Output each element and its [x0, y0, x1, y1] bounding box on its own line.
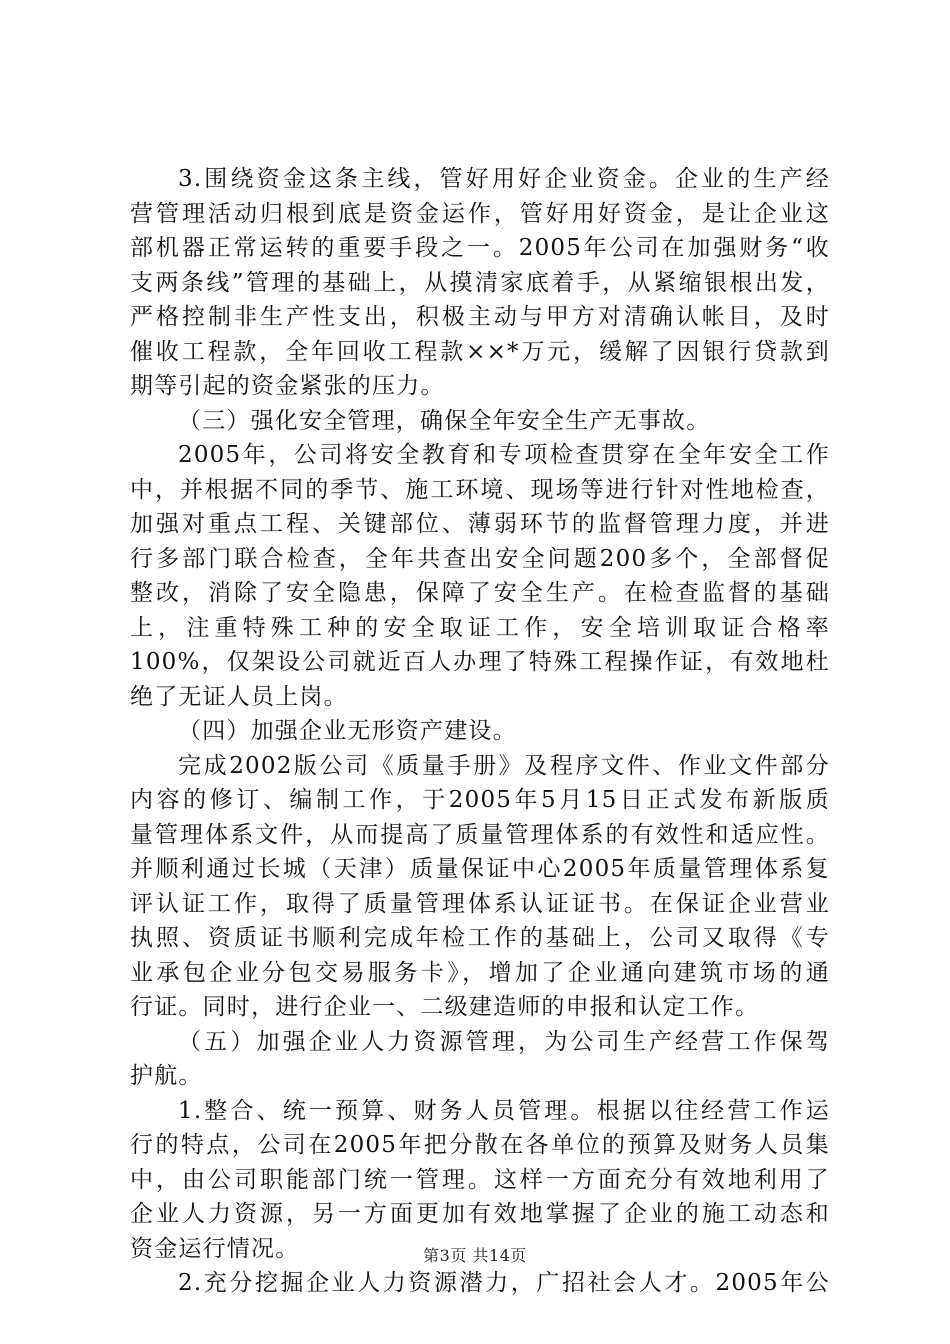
text-line: 上，注重特殊工种的安全取证工作，安全培训取证合格率	[130, 614, 830, 641]
text-line: 资金运行情况。	[130, 1235, 300, 1262]
text-line: 行的特点，公司在2005年把分散在各单位的预算及财务人员集	[130, 1132, 830, 1158]
text-line: 3.围绕资金这条主线，管好用好企业资金。企业的生产经	[178, 166, 830, 192]
text-line: 部机器正常运转的重要手段之一。2005年公司在加强财务“收	[130, 235, 830, 261]
text-line: 并顺利通过长城（天津）质量保证中心2005年质量管理体系复	[130, 856, 830, 882]
text-line: 评认证工作，取得了质量管理体系认证证书。在保证企业营业	[130, 890, 830, 917]
text-line: 内容的修订、编制工作，于2005年5月15日正式发布新版质	[130, 787, 830, 813]
text-line: 整改，消除了安全隐患，保障了安全生产。在检查监督的基础	[130, 580, 830, 606]
text-line: 加强对重点工程、关键部位、薄弱环节的监督管理力度，并进	[130, 511, 830, 537]
text-line: 护航。	[130, 1063, 203, 1089]
text-line: （四）加强企业无形资产建设。	[178, 718, 517, 744]
text-line: 营管理活动归根到底是资金运作，管好用好资金，是让企业这	[130, 200, 830, 227]
text-line: 量管理体系文件，从而提高了质量管理体系的有效性和适应性。	[130, 821, 830, 848]
text-line: （三）强化安全管理，确保全年安全生产无事故。	[178, 407, 711, 434]
text-line: 100%，仅架设公司就近百人办理了特殊工程操作证，有效地杜	[130, 649, 830, 675]
document-body	[130, 162, 830, 1301]
text-line: 执照、资质证书顺利完成年检工作的基础上，公司又取得《专	[130, 925, 830, 951]
text-line: 中，并根据不同的季节、施工环境、现场等进行针对性地检查，	[130, 476, 830, 503]
text-line: 1.整合、统一预算、财务人员管理。根据以往经营工作运	[178, 1097, 830, 1124]
text-line: 行多部门联合检查，全年共查出安全问题200多个，全部督促	[130, 545, 830, 572]
text-line: 中，由公司职能部门统一管理。这样一方面充分有效地利用了	[130, 1166, 830, 1193]
text-line: 支两条线”管理的基础上，从摸清家底着手，从紧缩银根出发，	[130, 269, 830, 296]
text-line: 企业人力资源，另一方面更加有效地掌握了企业的施工动态和	[130, 1201, 830, 1227]
text-line: 绝了无证人员上岗。	[130, 683, 348, 710]
text-line: 2005年，公司将安全教育和专项检查贯穿在全年安全工作	[178, 442, 830, 468]
text-line: 行证。同时，进行企业一、二级建造师的申报和认定工作。	[130, 994, 760, 1020]
page-footer: 第3页 共14页	[423, 1246, 527, 1265]
text-line: （五）加强企业人力资源管理，为公司生产经营工作保驾	[178, 1028, 830, 1055]
text-line: 严格控制非生产性支出，积极主动与甲方对清确认帐目，及时	[130, 304, 830, 330]
text-line: 完成2002版公司《质量手册》及程序文件、作业文件部分	[178, 752, 830, 779]
text-line: 业承包企业分包交易服务卡》，增加了企业通向建筑市场的通	[130, 959, 830, 986]
text-line: 2.充分挖掘企业人力资源潜力，广招社会人才。2005年公	[178, 1270, 830, 1296]
text-line: 催收工程款，全年回收工程款××*万元，缓解了因银行贷款到	[130, 338, 830, 365]
text-line: 期等引起的资金紧张的压力。	[130, 373, 445, 399]
